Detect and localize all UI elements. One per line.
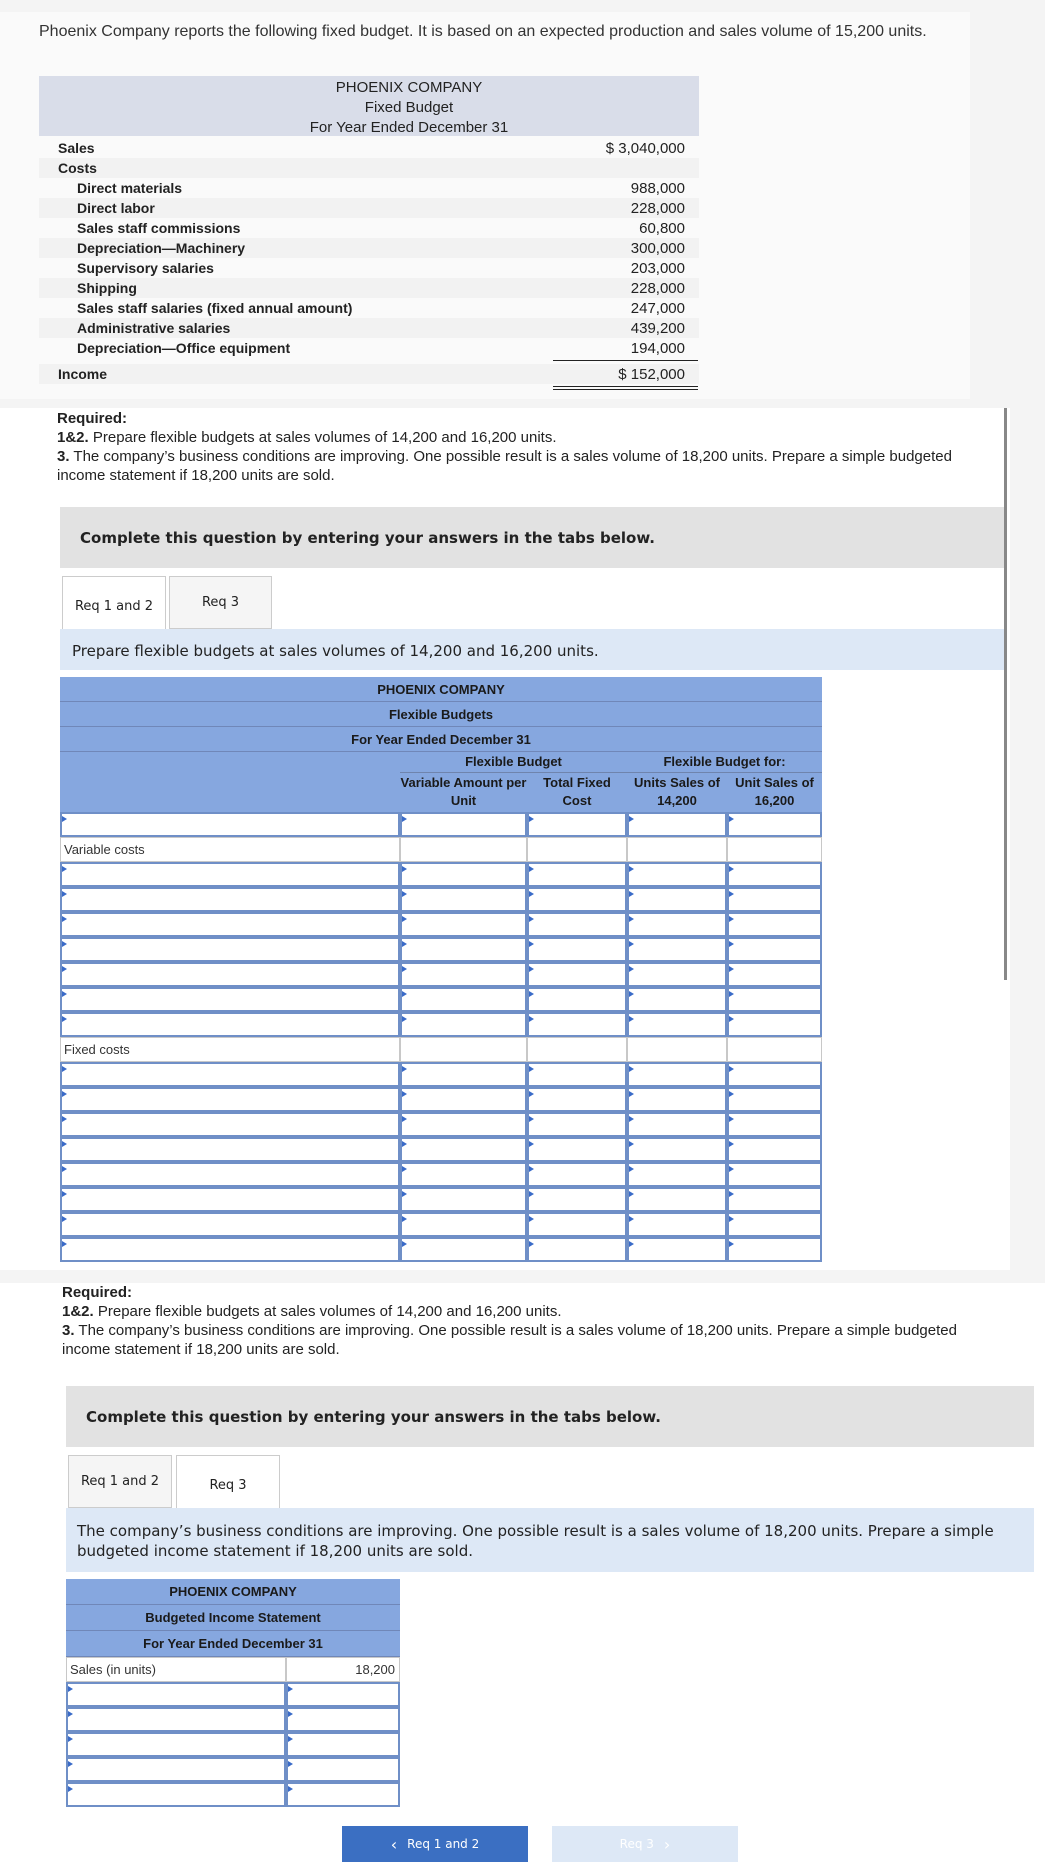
variable-costs-label: Variable costs (64, 842, 145, 857)
empty-cell (727, 837, 822, 862)
required-num: 3. (57, 448, 70, 465)
amount-input[interactable] (727, 1162, 822, 1187)
sales-units-label-cell (66, 1657, 286, 1682)
amount-input[interactable] (727, 1012, 822, 1037)
income-amount-input[interactable] (286, 1782, 400, 1807)
tab-req-1-and-2[interactable]: Req 1 and 2 (62, 576, 166, 637)
fb-cost-label: Administrative salaries (77, 320, 231, 336)
row-label-cell (60, 837, 400, 862)
chevron-right-icon: › (663, 1834, 671, 1854)
row-label-input[interactable] (60, 1062, 400, 1087)
flex-budget-row (60, 812, 822, 837)
req12-section (0, 408, 1010, 1270)
double-underline (553, 386, 698, 387)
required-item: Prepare flexible budgets at sales volumes of 14,200 and 16,200 units. (92, 429, 557, 446)
amount-input[interactable] (527, 1137, 627, 1162)
amount-input[interactable] (400, 1237, 527, 1262)
amount-input[interactable] (527, 862, 627, 887)
fb-cost-amount: 203,000 (630, 260, 685, 277)
empty-cell (727, 1037, 822, 1062)
fb-cost-row (39, 278, 699, 298)
amount-input[interactable] (527, 1212, 627, 1237)
amount-input[interactable] (527, 1187, 627, 1212)
req3-instruction: The company’s business conditions are improving. One possible result is a sales volume of 18,200 units. Prepare a simple budgeted income statement if 18,200 units are sold. (66, 1508, 1034, 1572)
row-label-input[interactable] (60, 1112, 400, 1137)
flex-company: PHOENIX COMPANY (60, 677, 822, 702)
amount-input[interactable] (627, 1187, 727, 1212)
income-amount-input[interactable] (286, 1682, 400, 1707)
income-label-input[interactable] (66, 1782, 286, 1807)
row-label-input[interactable] (60, 1162, 400, 1187)
amount-input[interactable] (727, 962, 822, 987)
amount-input[interactable] (627, 887, 727, 912)
income-amount-input[interactable] (286, 1707, 400, 1732)
amount-input[interactable] (400, 1187, 527, 1212)
amount-input[interactable] (727, 862, 822, 887)
flex-budget-row (60, 1037, 822, 1062)
amount-input[interactable] (727, 912, 822, 937)
fb-cost-row (39, 338, 699, 358)
amount-input[interactable] (627, 1062, 727, 1087)
amount-input[interactable] (400, 1087, 527, 1112)
required-item: The company’s business conditions are improving. One possible result is a sales volume of 18,200 units. Prepare a simple budgeted income statement if 18,200 units are sold. (62, 1322, 957, 1358)
amount-input[interactable] (727, 1212, 822, 1237)
flex-budget-row (60, 1162, 822, 1187)
amount-input[interactable] (727, 937, 822, 962)
amount-input[interactable] (627, 1112, 727, 1137)
fb-costs-label: Costs (58, 160, 97, 176)
sales-units-row (66, 1657, 400, 1682)
row-label-input[interactable] (60, 987, 400, 1012)
amount-input[interactable] (527, 987, 627, 1012)
fb-cost-amount: 228,000 (630, 200, 685, 217)
fixed-budget-company: PHOENIX COMPANY (335, 79, 483, 96)
income-label-input[interactable] (66, 1732, 286, 1757)
sales-units-value-cell (286, 1657, 400, 1682)
fb-sales-row (39, 138, 699, 158)
income-row (66, 1682, 400, 1707)
flex-budget-row (60, 1137, 822, 1162)
fb-cost-label: Supervisory salaries (77, 260, 214, 276)
amount-input[interactable] (400, 1162, 527, 1187)
income-title: Budgeted Income Statement (66, 1605, 400, 1631)
fb-sales-amount: $ 3,040,000 (605, 140, 685, 157)
flex-budget-row (60, 1012, 822, 1037)
fb-cost-amount: 300,000 (630, 240, 685, 257)
fixed-budget-header (39, 76, 699, 136)
row-label-input[interactable] (60, 1212, 400, 1237)
row-label-input[interactable] (60, 912, 400, 937)
amount-input[interactable] (627, 862, 727, 887)
required-block (57, 409, 957, 485)
row-label-input[interactable] (60, 862, 400, 887)
flex-budget-row (60, 1087, 822, 1112)
fb-cost-label: Direct materials (77, 180, 183, 196)
fb-cost-label: Direct labor (77, 200, 155, 216)
amount-input[interactable] (400, 1212, 527, 1237)
flex-budget-row (60, 1112, 822, 1137)
flex-group-flexible-budget-for: Flexible Budget for: (627, 753, 822, 773)
amount-input[interactable] (527, 1012, 627, 1037)
amount-input[interactable] (400, 812, 527, 837)
amount-input[interactable] (400, 1062, 527, 1087)
required-heading: Required: (62, 1284, 133, 1301)
row-label-input[interactable] (60, 962, 400, 987)
flex-budget-row (60, 1062, 822, 1087)
income-company: PHOENIX COMPANY (66, 1579, 400, 1605)
amount-input[interactable] (627, 937, 727, 962)
income-amount-input[interactable] (286, 1757, 400, 1782)
next-tab-label: Req 3 (619, 1837, 654, 1851)
flex-group-flexible-budget: Flexible Budget (400, 753, 627, 773)
amount-input[interactable] (727, 1187, 822, 1212)
flex-budget-row (60, 1212, 822, 1237)
fb-cost-row (39, 178, 699, 198)
amount-input[interactable] (727, 1137, 822, 1162)
required-num: 1&2. (62, 1303, 94, 1320)
fb-cost-amount: 439,200 (630, 320, 685, 337)
fb-cost-amount: 194,000 (630, 340, 685, 357)
amount-input[interactable] (400, 987, 527, 1012)
empty-cell (400, 1037, 527, 1062)
flex-period: For Year Ended December 31 (60, 727, 822, 752)
amount-input[interactable] (727, 1237, 822, 1262)
amount-input[interactable] (527, 887, 627, 912)
fb-cost-label: Shipping (77, 280, 137, 296)
required-item: The company’s business conditions are improving. One possible result is a sales volume of 18,200 units. Prepare a simple budgeted income statement if 18,200 units are sold. (57, 448, 952, 484)
prev-tab-label: Req 1 and 2 (407, 1837, 480, 1851)
income-row (66, 1782, 400, 1807)
row-label-input[interactable] (60, 937, 400, 962)
empty-cell (627, 837, 727, 862)
fb-cost-amount: 247,000 (630, 300, 685, 317)
amount-input[interactable] (727, 812, 822, 837)
amount-input[interactable] (400, 912, 527, 937)
chevron-left-icon: ‹ (390, 1834, 398, 1854)
tab-req-1-and-2[interactable]: Req 1 and 2 (68, 1455, 172, 1508)
amount-input[interactable] (400, 862, 527, 887)
row-label-input[interactable] (60, 1137, 400, 1162)
required-heading: Required: (57, 410, 128, 427)
required-item: Prepare flexible budgets at sales volumes of 14,200 and 16,200 units. (97, 1303, 562, 1320)
next-tab-button[interactable] (552, 1826, 738, 1862)
fixed-budget-title: Fixed Budget (364, 99, 454, 116)
amount-input[interactable] (627, 962, 727, 987)
amount-input[interactable] (400, 937, 527, 962)
row-label-input[interactable] (60, 887, 400, 912)
amount-input[interactable] (527, 1087, 627, 1112)
fb-cost-label: Sales staff commissions (77, 220, 241, 236)
row-label-input[interactable] (60, 812, 400, 837)
col-units-16200: Unit Sales of 16,200 (727, 774, 822, 812)
flex-budget-row (60, 1237, 822, 1262)
amount-input[interactable] (527, 1062, 627, 1087)
flex-budget-row (60, 962, 822, 987)
row-label-input[interactable] (60, 1012, 400, 1037)
amount-input[interactable] (400, 962, 527, 987)
req12-instruction: Prepare flexible budgets at sales volumes of 14,200 and 16,200 units. (60, 629, 1006, 670)
row-label-cell (60, 1037, 400, 1062)
amount-input[interactable] (727, 1112, 822, 1137)
amount-input[interactable] (627, 1162, 727, 1187)
scrollbar[interactable] (1004, 408, 1007, 980)
required-num: 3. (62, 1322, 75, 1339)
flex-title: Flexible Budgets (60, 702, 822, 727)
income-label-input[interactable] (66, 1682, 286, 1707)
empty-cell (527, 1037, 627, 1062)
amount-input[interactable] (727, 987, 822, 1012)
amount-input[interactable] (400, 887, 527, 912)
amount-input[interactable] (727, 1062, 822, 1087)
flex-budget-row (60, 1187, 822, 1212)
income-row (66, 1707, 400, 1732)
fb-cost-label: Sales staff salaries (fixed annual amount) (77, 300, 353, 316)
fb-cost-row (39, 318, 699, 338)
fixed-budget-section (0, 12, 970, 399)
amount-input[interactable] (400, 1112, 527, 1137)
fb-cost-row (39, 198, 699, 218)
empty-cell (627, 1037, 727, 1062)
req3-section (0, 1283, 1045, 1862)
flex-budget-row (60, 887, 822, 912)
flex-budget-row (60, 912, 822, 937)
amount-input[interactable] (527, 912, 627, 937)
amount-input[interactable] (527, 937, 627, 962)
income-label-input[interactable] (66, 1757, 286, 1782)
income-amount-input[interactable] (286, 1732, 400, 1757)
amount-input[interactable] (400, 1137, 527, 1162)
amount-input[interactable] (727, 887, 822, 912)
sales-units-value: 18,200 (355, 1662, 395, 1677)
amount-input[interactable] (527, 1237, 627, 1262)
fb-cost-label: Depreciation—Office equipment (77, 340, 291, 356)
row-label-input[interactable] (60, 1187, 400, 1212)
fb-cost-label: Depreciation—Machinery (77, 240, 246, 256)
col-units-14200: Units Sales of 14,200 (627, 774, 727, 812)
amount-input[interactable] (400, 1012, 527, 1037)
flex-budget-row (60, 837, 822, 862)
empty-cell (400, 837, 527, 862)
row-label-input[interactable] (60, 1087, 400, 1112)
fixed-costs-label: Fixed costs (64, 1042, 130, 1057)
tab-req-3[interactable]: Req 3 (169, 576, 272, 629)
amount-input[interactable] (527, 1162, 627, 1187)
income-row (66, 1757, 400, 1782)
prev-tab-button[interactable] (342, 1826, 528, 1862)
instructions-banner: Complete this question by entering your answers in the tabs below. (66, 1386, 1034, 1447)
amount-input[interactable] (527, 1112, 627, 1137)
sales-units-label: Sales (in units) (70, 1662, 156, 1677)
fb-sales-label: Sales (58, 140, 95, 156)
fb-income-row (39, 364, 699, 384)
amount-input[interactable] (627, 812, 727, 837)
fb-cost-amount: 60,800 (639, 220, 685, 237)
total-underline (553, 360, 698, 361)
amount-input[interactable] (627, 1012, 727, 1037)
fixed-budget-period: For Year Ended December 31 (309, 119, 509, 136)
amount-input[interactable] (627, 1087, 727, 1112)
flex-budget-row (60, 862, 822, 887)
income-period: For Year Ended December 31 (66, 1631, 400, 1657)
fb-cost-amount: 988,000 (630, 180, 685, 197)
amount-input[interactable] (627, 1237, 727, 1262)
flex-budget-row (60, 937, 822, 962)
fb-income-amount: $ 152,000 (618, 366, 685, 383)
income-row (66, 1732, 400, 1757)
row-label-input[interactable] (60, 1237, 400, 1262)
required-block (62, 1283, 992, 1359)
fb-cost-row (39, 298, 699, 318)
fb-costs-row (39, 158, 699, 178)
col-total-fixed: Total Fixed Cost (527, 774, 627, 812)
amount-input[interactable] (627, 912, 727, 937)
fb-cost-row (39, 238, 699, 258)
fb-income-label: Income (58, 366, 108, 382)
empty-cell (527, 837, 627, 862)
flex-budget-row (60, 987, 822, 1012)
required-num: 1&2. (57, 429, 89, 446)
intro-text: Phoenix Company reports the following fixed budget. It is based on an expected production and sales volume of 15,200 units. (39, 23, 927, 40)
tab-req-3[interactable]: Req 3 (176, 1455, 280, 1516)
amount-input[interactable] (627, 1212, 727, 1237)
amount-input[interactable] (627, 1137, 727, 1162)
double-underline (553, 389, 698, 390)
instructions-banner: Complete this question by entering your answers in the tabs below. (60, 507, 1006, 568)
fb-cost-row (39, 218, 699, 238)
amount-input[interactable] (627, 987, 727, 1012)
amount-input[interactable] (527, 812, 627, 837)
fb-cost-row (39, 258, 699, 278)
fb-cost-amount: 228,000 (630, 280, 685, 297)
amount-input[interactable] (527, 962, 627, 987)
amount-input[interactable] (727, 1087, 822, 1112)
income-label-input[interactable] (66, 1707, 286, 1732)
col-variable-amount: Variable Amount per Unit (400, 774, 527, 812)
